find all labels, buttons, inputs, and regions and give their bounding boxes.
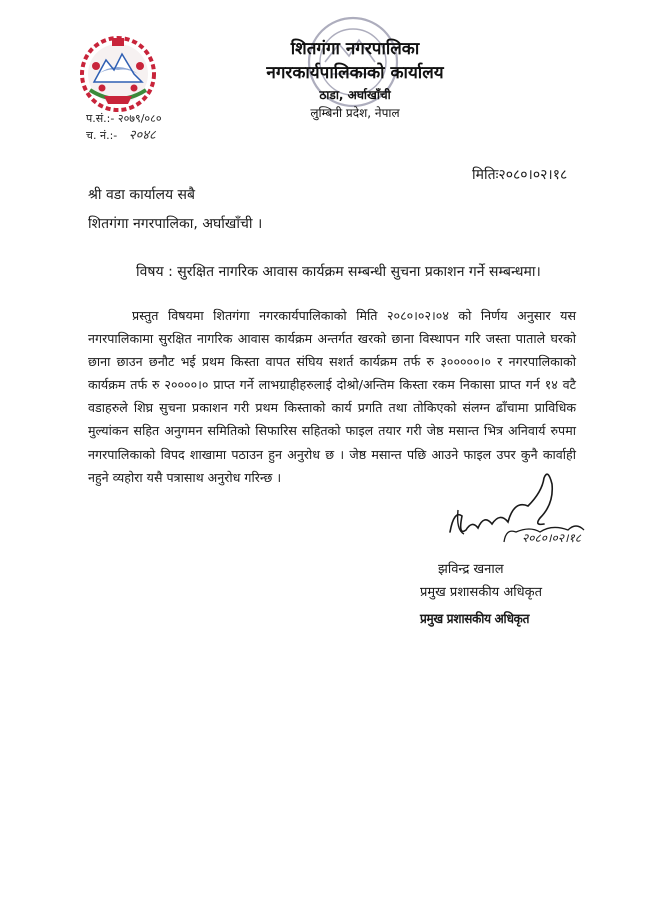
office-name: नगरकार्यपालिकाको कार्यालय [266,63,444,83]
recipient-line-2: शितगंगा नगरपालिका, अर्घाखाँची । [88,216,263,232]
letter-ps-number: प.सं.:- २०७९/०८० [86,112,162,125]
letter-body: प्रस्तुत विषयमा शितगंगा नगरकार्यपालिकाको मिति २०८०।०२।०४ को निर्णय अनुसार यस नगरपालिकामा सुरक्षित नागरिक आवास कार्यक्रम अन्तर्गत खरको छाना विस्थापन गरि जस्ता पाताले घरको छाना छाउन छनौट भई प्रथम किस्ता वापत संघिय सशर्त कार्यक्रम तर्फ रु ३०००००।० र नगरपालिकाको कार्यक्रम तर्फ रु २००००।० प्राप्त गर्ने लाभग्राहीहरुलाई दोश्रो/अन्तिम किस्ता रकम निकासा प्राप्त गर्न १४ वटै वडाहरुले शिघ्र सुचना प्रकाशन गरी प्रथम किस्ताको कार्य प्रगति तथा तोकिएको संलग्न ढाँचामा प्राविधिक मुल्यांकन सहित अनुगमन समितिको सिफारिस सहितको फाइल तयार गरी जेष्ठ मसान्त भित्र अनिवार्य रुपमा नगरपालिकाको विपद शाखामा पठाउन हुन अनुरोध छ । जेष्ठ मसान्त पछि आउने फाइल उपर कुनै कार्वाही नहुने व्यहोरा यसै पत्रासाथ अनुरोध गरिन्छ । [88,308,576,485]
signatory-title: प्रमुख प्रशासकीय अधिकृत [420,585,543,600]
signature-date: २०८०।०२।१८ [522,531,582,545]
cn-label: च. नं.:- [86,129,118,142]
letter-date: मितिः२०८०।०२।१८ [472,167,568,183]
nepal-emblem-icon [76,30,160,114]
province-country: लुम्बिनी प्रदेश, नेपाल [310,106,400,120]
municipality-name: शितगंगा नगरपालिका [290,39,420,59]
cn-value-handwritten: २०४८ [128,128,156,143]
handwritten-signature-icon [444,470,594,560]
office-address: ठाडा, अर्घाखाँची [319,88,391,102]
signatory-seal: प्रमुख प्रशासकीय अधिकृत [420,612,530,627]
signatory-name: झविन्द्र खनाल [438,562,504,577]
letter-subject: विषय : सुरक्षित नागरिक आवास कार्यक्रम सम्बन्धी सुचना प्रकाशन गर्ने सम्बन्धमा। [136,264,541,280]
letter-cn-number [86,125,156,143]
recipient-line-1: श्री वडा कार्यालय सबै [88,187,195,203]
